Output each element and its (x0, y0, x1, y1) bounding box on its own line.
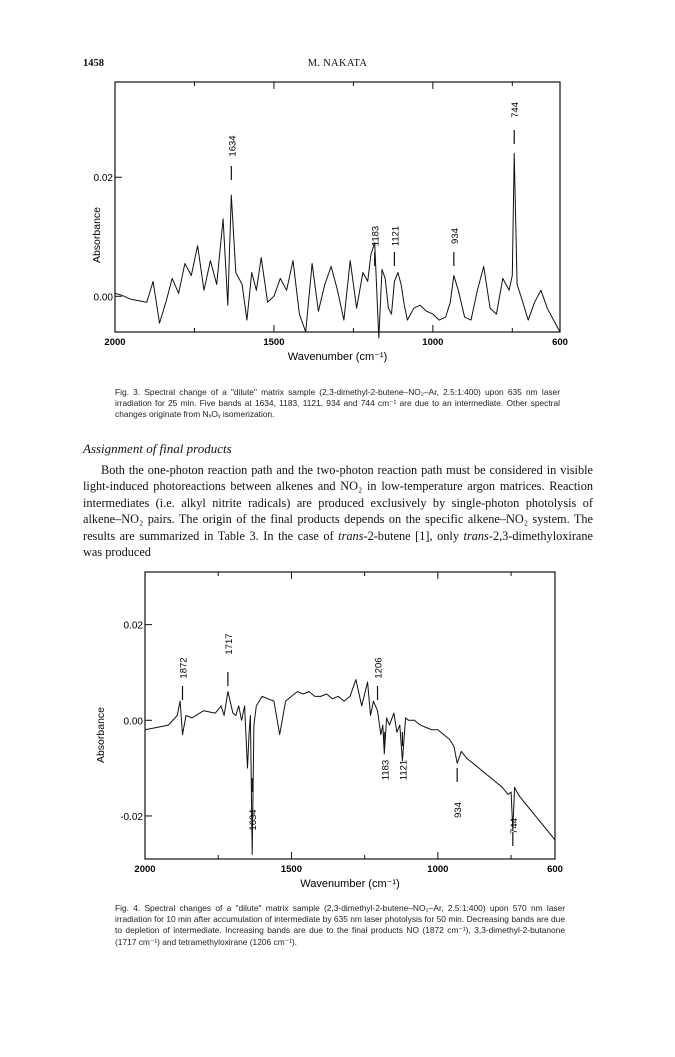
y-tick-label: 0.00 (123, 716, 143, 728)
figure-4-spectrum (0, 560, 675, 900)
band-label: 744 (510, 102, 522, 118)
spectrum-line (145, 680, 555, 855)
figure-3-caption (115, 387, 560, 421)
y-tick-label: 0.02 (93, 173, 113, 185)
x-tick-label: 2000 (134, 864, 156, 875)
band-label: 1872 (178, 657, 190, 679)
figure-3-spectrum (0, 70, 675, 390)
figure-4-caption-text: Spectral changes of a "dilute" matrix sample (2,3-dimethyl-2-butene–NO₂–Ar, 2.5:1:400) upon 570 nm laser irradiation for 10 min after accumulation of intermediate by 635 nm laser photolysis for 50 min. Decreasing bands are due to depletion of intermediate. Increasing bands are due to the final products NO (1872 cm⁻¹), 3,3-dimethyl-2-butanone (1717 cm⁻¹) and tetramethyloxirane (1206 cm⁻¹). (115, 903, 566, 947)
x-tick-label: 1000 (422, 337, 444, 348)
plot-frame (145, 572, 555, 859)
x-tick-label: 1500 (280, 864, 302, 875)
band-label: 1206 (373, 657, 385, 679)
body-text-part-3: -2,3-dimethyloxirane was produced (83, 528, 593, 560)
figure-3-caption-text: Spectral change of a "dilute" matrix sample (2,3-dimethyl-2-butene–NO₂–Ar, 2.5:1:400) upon 635 nm laser irradiation for 25 min. Five bands at 1634, 1183, 1121, 934 and 744 cm⁻¹ are due to an intermediate. Other spectral changes originate from NₓOᵧ isomerization. (115, 387, 560, 420)
section-title: Assignment of final products (83, 441, 232, 456)
band-label: 1717 (223, 633, 235, 655)
band-label: 1121 (398, 759, 410, 781)
y-axis-label: Absorbance (95, 706, 107, 764)
band-label: 1121 (390, 225, 402, 247)
y-axis-label: Absorbance (91, 206, 103, 264)
body-paragraph (83, 462, 593, 560)
page-number: 1458 (83, 58, 104, 69)
x-axis-label: Wavenumber (cm⁻¹) (287, 351, 388, 363)
band-label: 934 (449, 228, 461, 244)
body-text-part-2: -2-butene [1], only (363, 528, 464, 543)
band-label: 1183 (370, 225, 382, 247)
body-text-italic-2: trans (463, 528, 489, 543)
x-tick-label: 1000 (427, 864, 449, 875)
body-text-part-1: Both the one-photon reaction path and the two-photon reaction path must be considered in visible light-induced photoreactions between alkenes and NO₂ in low-temperature argon matrices. Reaction intermediates (i.e. alkyl nitrite radicals) are produced exclusively by single-photon photolysis of alkene–NO₂ pairs. The origin of the final products depends on the specific alkene–NO₂ system. The results are summarized in Table 3. In the case of (83, 463, 593, 543)
x-tick-label: 600 (552, 337, 568, 348)
x-tick-label: 2000 (104, 337, 126, 348)
band-label: 934 (453, 802, 465, 818)
spectrum-line (115, 153, 560, 338)
y-tick-label: 0.02 (123, 620, 143, 632)
x-tick-label: 600 (547, 864, 563, 875)
body-text-italic-1: trans (338, 528, 364, 543)
y-tick-label: 0.00 (93, 292, 113, 304)
running-head: M. NAKATA (307, 58, 368, 69)
band-label: 1634 (248, 809, 260, 831)
band-label: 744 (508, 818, 520, 834)
plot-frame (115, 82, 560, 332)
figure-3-caption-label: Fig. 3. (115, 387, 141, 397)
band-label: 1634 (227, 135, 239, 157)
figure-4-caption-label: Fig. 4. (115, 903, 141, 913)
band-label: 1183 (380, 759, 392, 781)
y-tick-label: -0.02 (120, 811, 143, 823)
x-axis-label: Wavenumber (cm⁻¹) (300, 878, 400, 890)
figure-4-caption (115, 903, 565, 948)
x-tick-label: 1500 (263, 337, 285, 348)
